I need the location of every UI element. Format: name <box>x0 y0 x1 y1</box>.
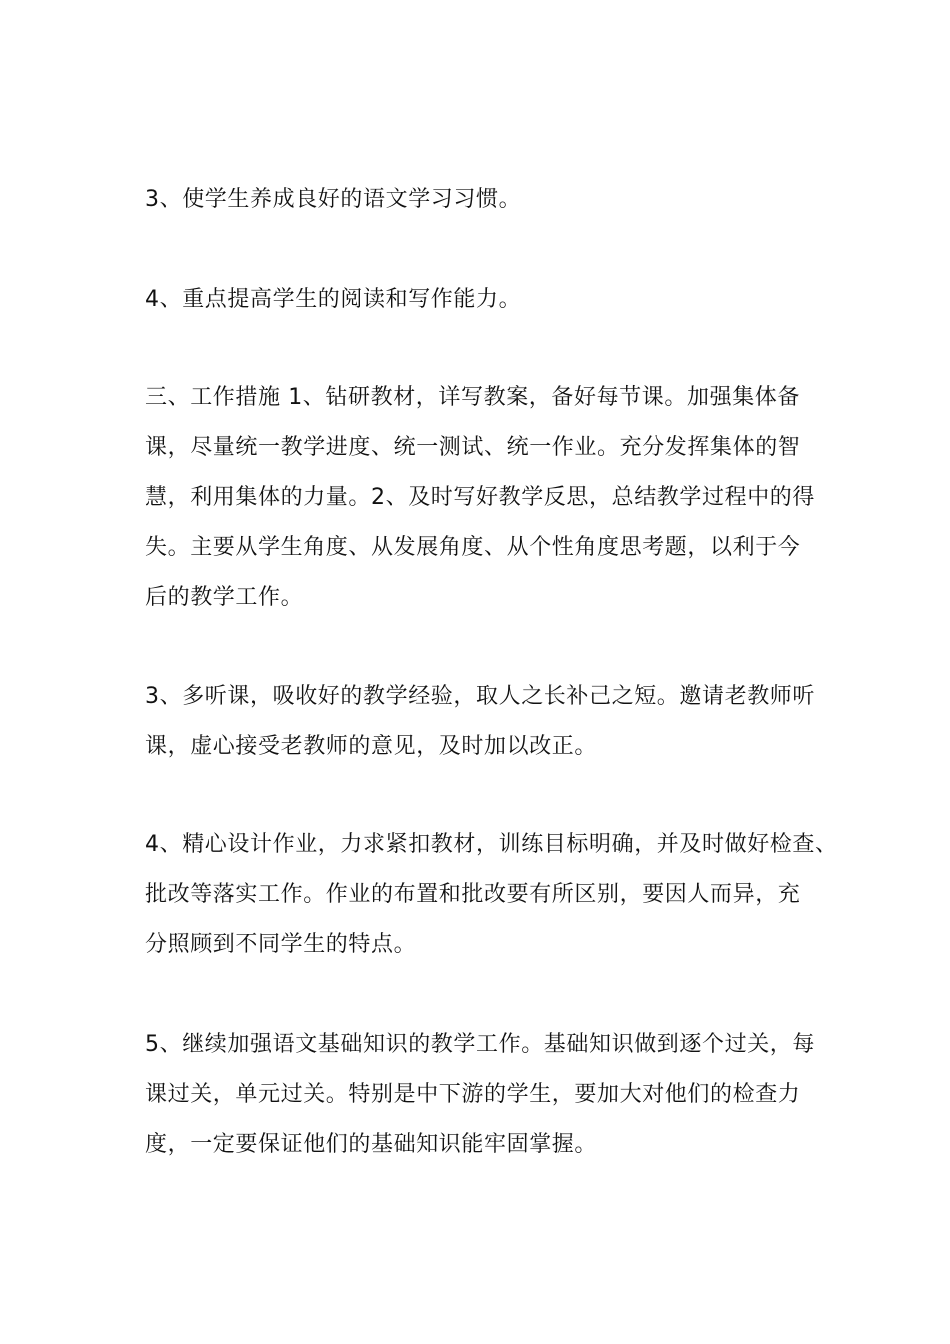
text-line: 失。主要从学生角度、从发展角度、从个性角度思考题，以利于今 <box>145 535 801 560</box>
text-line: 慧，利用集体的力量。2、及时写好教学反思，总结教学过程中的得 <box>145 485 815 510</box>
text-line: 4、重点提高学生的阅读和写作能力。 <box>145 287 522 312</box>
text-line: 课，尽量统一教学进度、统一测试、统一作业。充分发挥集体的智 <box>145 435 801 460</box>
text-line: 三、工作措施 1、钻研教材，详写教案，备好每节课。加强集体备 <box>145 385 800 410</box>
text-line: 后的教学工作。 <box>145 585 304 610</box>
text-line: 3、多听课，吸收好的教学经验，取人之长补己之短。邀请老教师听 <box>145 684 815 709</box>
text-line: 4、精心设计作业，力求紧扣教材，训练目标明确，并及时做好检查、 <box>145 832 838 857</box>
text-line: 分照顾到不同学生的特点。 <box>145 932 417 957</box>
text-line: 度，一定要保证他们的基础知识能牢固掌握。 <box>145 1132 598 1157</box>
text-line: 批改等落实工作。作业的布置和批改要有所区别，要因人而异，充 <box>145 882 801 907</box>
text-line: 课，虚心接受老教师的意见，及时加以改正。 <box>145 734 598 759</box>
text-line: 5、继续加强语文基础知识的教学工作。基础知识做到逐个过关，每 <box>145 1032 815 1057</box>
text-line: 课过关，单元过关。特别是中下游的学生，要加大对他们的检查力 <box>145 1082 801 1107</box>
text-line: 3、使学生养成良好的语文学习习惯。 <box>145 187 522 212</box>
